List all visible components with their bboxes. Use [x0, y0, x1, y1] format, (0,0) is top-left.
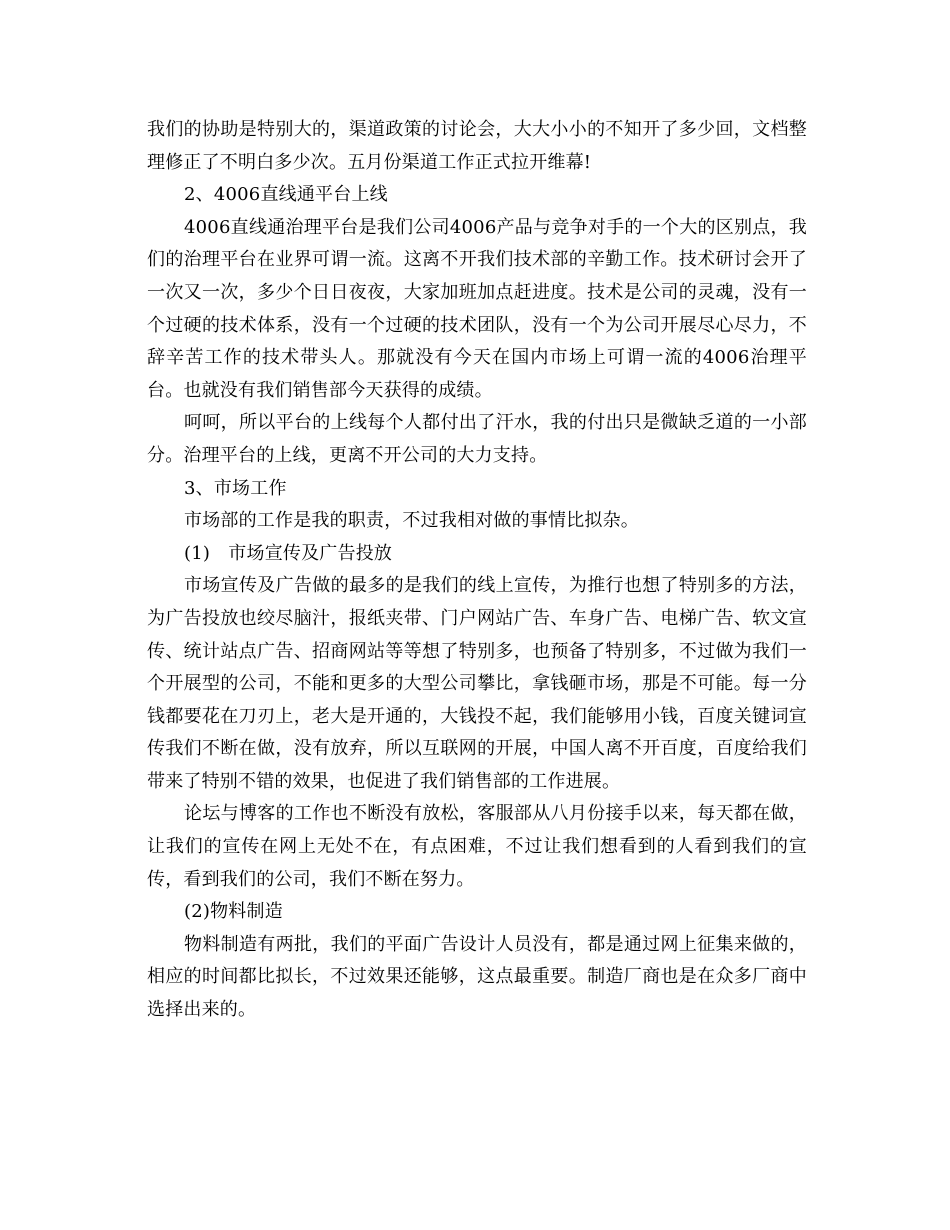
paragraph: 物料制造有两批，我们的平面广告设计人员没有，都是通过网上征集来做的，相应的时间都比拟长，不过效果还能够，这点最重要。制造厂商也是在众多厂商中选择出来的。: [147, 933, 807, 1021]
subsection-heading: (2)物料制造: [184, 901, 283, 923]
section-heading: 2、4006直线通平台上线: [184, 184, 388, 206]
paragraph: 我们的协助是特别大的，渠道政策的讨论会，大大小小的不知开了多少回，文档整理修正了不明白多少次。五月份渠道工作正式拉开维幕!: [147, 119, 807, 173]
paragraph: 4006直线通治理平台是我们公司4006产品与竞争对手的一个大的区别点，我们的治理平台在业界可谓一流。这离不开我们技术部的辛勤工作。技术研讨会开了一次又一次，多少个日日夜夜，大家加班加点赶进度。技术是公司的灵魂，没有一个过硬的技术体系，没有一个过硬的技术团队，没有一个为公司开展尽心尽力，不辞辛苦工作的技术带头人。那就没有今天在国内市场上可谓一流的4006治理平台。也就没有我们销售部今天获得的成绩。: [147, 216, 807, 401]
section-heading: 3、市场工作: [184, 477, 287, 499]
paragraph: 市场部的工作是我的职责，不过我相对做的事情比拟杂。: [184, 510, 639, 532]
subsection-heading: (1) 市场宣传及广告投放: [184, 542, 393, 564]
document-body: [147, 114, 807, 1027]
paragraph: 呵呵，所以平台的上线每个人都付出了汗水，我的付出只是微缺乏道的一小部分。治理平台的上线，更离不开公司的大力支持。: [147, 412, 807, 466]
paragraph: 论坛与博客的工作也不断没有放松，客服部从八月份接手以来，每天都在做，让我们的宣传在网上无处不在，有点困难，不过让我们想看到的人看到我们的宣传，看到我们的公司，我们不断在努力。: [147, 803, 807, 890]
paragraph: 市场宣传及广告做的最多的是我们的线上宣传，为推行也想了特别多的方法，为广告投放也绞尽脑汁，报纸夹带、门户网站广告、车身广告、电梯广告、软文宣传、统计站点广告、招商网站等等想了特别多，也预备了特别多，不过做为我们一个开展型的公司，不能和更多的大型公司攀比，拿钱砸市场，那是不可能。每一分钱都要花在刀刃上，老大是开通的，大钱投不起，我们能够用小钱，百度关键词宣传我们不断在做，没有放弃，所以互联网的开展，中国人离不开百度，百度给我们带来了特别不错的效果，也促进了我们销售部的工作进展。: [147, 575, 807, 792]
